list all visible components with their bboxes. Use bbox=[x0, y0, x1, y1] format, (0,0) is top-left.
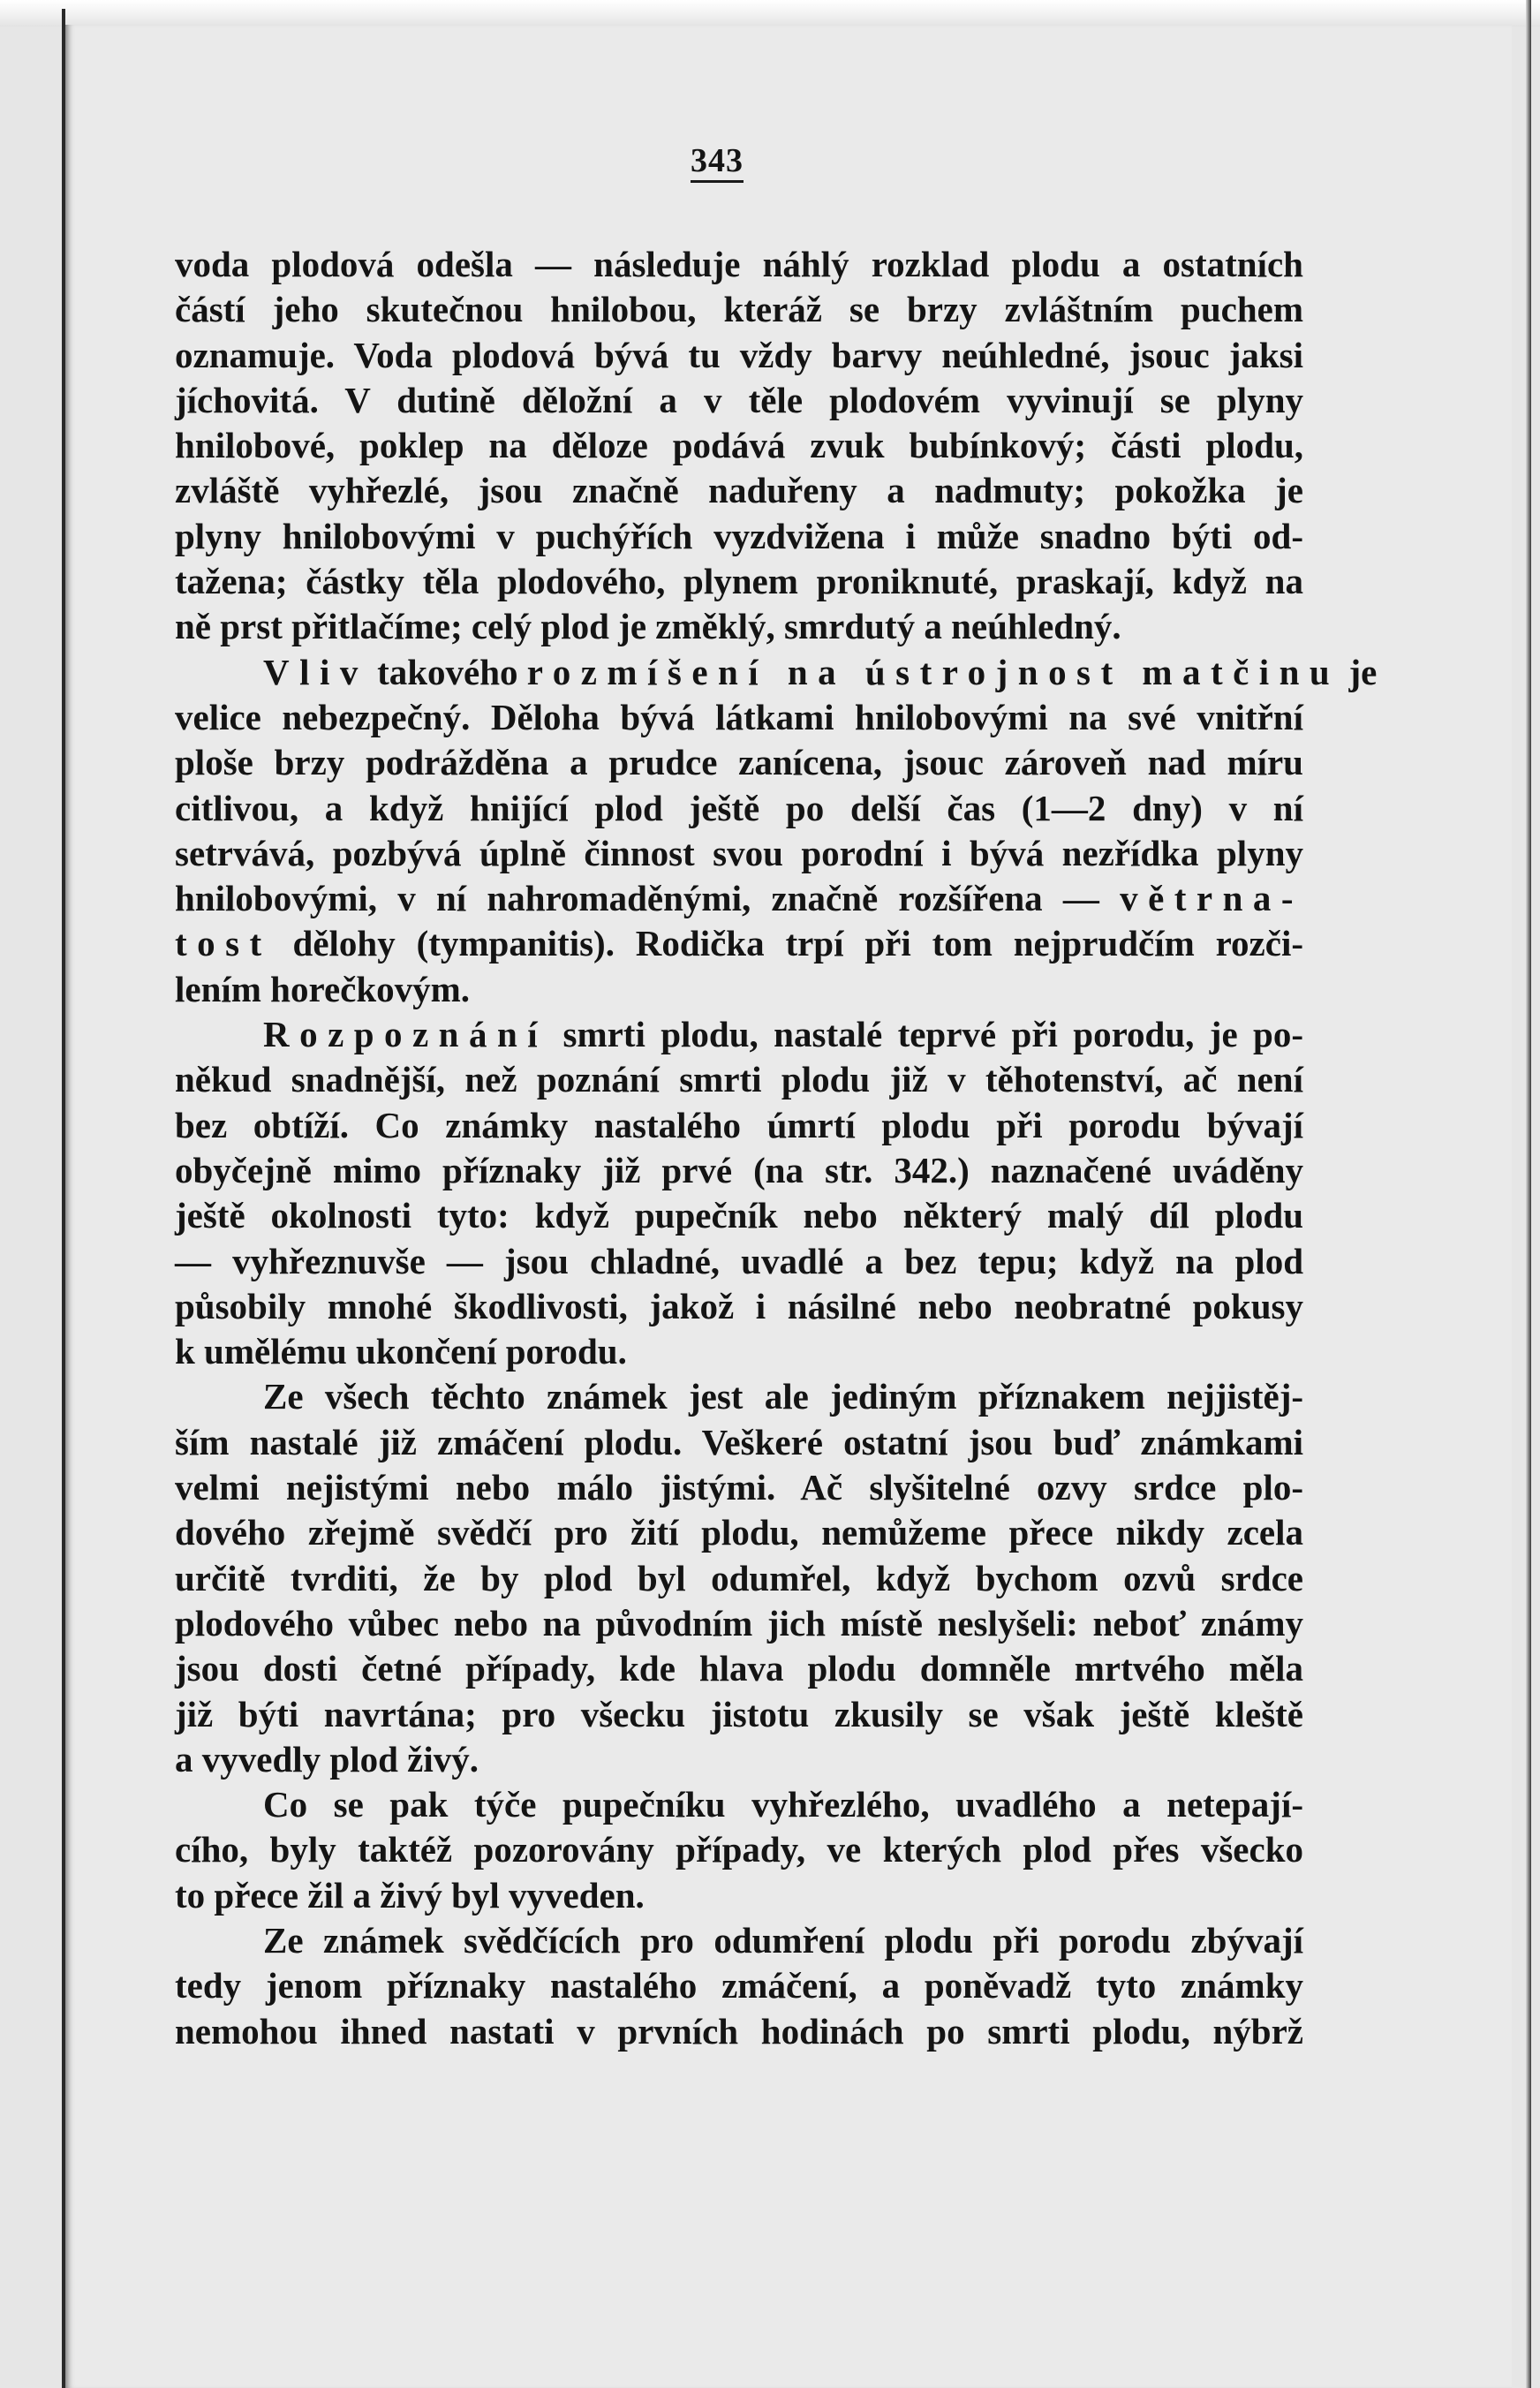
text-fragment: dělohy (tympanitis). Rodička trpí při tom nejprudčím rozči- bbox=[271, 923, 1303, 964]
text-line: Co se pak týče pupečníku vyhřezlého, uvadlého a netepají- bbox=[263, 1784, 1303, 1825]
text-line: citlivou, a když hnijící plod ještě po delší čas (1—2 dny) v ní bbox=[175, 787, 1303, 828]
text-line bbox=[175, 1012, 1303, 1057]
text-line: ploše brzy podrážděna a prudce zanícena, jsouc zároveň nad míru bbox=[175, 742, 1303, 783]
page-right-edge bbox=[1526, 0, 1531, 2388]
body-text bbox=[175, 242, 1378, 2054]
text-line: — vyhřeznuvše — jsou chladné, uvadlé a bez tepu; když na plod bbox=[175, 1240, 1303, 1281]
emphasis-term: větrna- bbox=[1120, 878, 1303, 919]
page-number: 343 bbox=[691, 141, 744, 183]
text-line: lením horečkovým. bbox=[175, 968, 471, 1009]
text-line: a vyvedly plod živý. bbox=[175, 1738, 479, 1780]
text-line: cího, byly taktéž pozorovány případy, ve kterých plod přes všecko bbox=[175, 1829, 1303, 1870]
text-fragment: hnilobovými, v ní nahromaděnými, značně rozšířena — bbox=[175, 878, 1121, 919]
text-line: Ze známek svědčících pro odumření plodu při porodu zbývají bbox=[263, 1919, 1303, 1961]
text-line: tažena; částky těla plodového, plynem proniknuté, praskají, když na bbox=[175, 561, 1303, 602]
text-line: dového zřejmě svědčí pro žití plodu, nemůžeme přece nikdy zcela bbox=[175, 1512, 1303, 1553]
text-line bbox=[175, 650, 1378, 695]
text-fragment: rozmíšení bbox=[526, 651, 769, 692]
text-fragment: na bbox=[768, 651, 865, 692]
text-line: k umělému ukončení porodu. bbox=[175, 1331, 627, 1372]
text-line: setrvává, pozbývá úplně činnost svou porodní i bývá nezřídka plyny bbox=[175, 832, 1303, 873]
text-line: jíchovitá. V dutině děložní a v těle plodovém vyvinují se plyny bbox=[175, 379, 1303, 420]
text-line: nemohou ihned nastati v prvních hodinách po smrti plodu, nýbrž bbox=[175, 2010, 1303, 2052]
text-line: Ze všech těchto známek jest ale jediným příznakem nejjistěj- bbox=[263, 1376, 1303, 1417]
text-line: hnilobové, poklep na děloze podává zvuk bubínkový; části plodu, bbox=[175, 425, 1303, 466]
page-top-edge bbox=[0, 0, 1540, 26]
text-line bbox=[175, 876, 1303, 921]
text-line: částí jeho skutečnou hnilobou, kteráž se brzy zvláštním puchem bbox=[175, 289, 1303, 330]
emphasis-term: Rozpoznání bbox=[263, 1014, 548, 1055]
text-line: zvláště vyhřezlé, jsou značně naduřeny a nadmuty; pokožka je bbox=[175, 470, 1303, 511]
text-fragment: je bbox=[1340, 651, 1378, 692]
text-line: ještě okolnosti tyto: když pupečník nebo některý malý díl plodu bbox=[175, 1195, 1303, 1236]
text-line: to přece žil a živý byl vyveden. bbox=[175, 1874, 645, 1916]
text-line: oznamuje. Voda plodová bývá tu vždy barvy neúhledné, jsouc jaksi bbox=[175, 334, 1303, 375]
emphasis-term: tost bbox=[175, 923, 272, 964]
text-line: velice nebezpečný. Děloha bývá látkami hnilobovými na své vnitřní bbox=[175, 696, 1303, 737]
text-line: velmi nejistými nebo málo jistými. Ač slyšitelné ozvy srdce plo- bbox=[175, 1467, 1303, 1508]
text-line: určitě tvrditi, že by plod byl odumřel, když bychom ozvů srdce bbox=[175, 1557, 1303, 1598]
text-line: plyny hnilobovými v puchýřích vyzdvižena i může snadno býti od- bbox=[175, 515, 1303, 556]
text-fragment: smrti plodu, nastalé teprvé při porodu, je po- bbox=[547, 1014, 1303, 1055]
text-line: ším nastalé již zmáčení plodu. Veškeré ostatní jsou buď známkami bbox=[175, 1421, 1303, 1462]
emphasis-term: Vliv bbox=[263, 651, 368, 692]
text-line: působily mnohé škodlivosti, jakož i násilné nebo neobratné pokusy bbox=[175, 1285, 1303, 1326]
text-line: plodového vůbec nebo na původním jich místě neslyšeli: neboť známy bbox=[175, 1602, 1303, 1644]
text-line: tedy jenom příznaky nastalého zmáčení, a poněvadž tyto známky bbox=[175, 1965, 1303, 2006]
text-line: někud snadnější, než poznání smrti plodu již v těhotenství, ač není bbox=[175, 1059, 1303, 1100]
text-line bbox=[175, 921, 1303, 966]
text-fragment: takového bbox=[367, 651, 527, 692]
page-left-binding-edge bbox=[62, 9, 65, 2388]
text-line: obyčejně mimo příznaky již prvé (na str. 342.) naznačené uváděny bbox=[175, 1149, 1303, 1190]
text-line: bez obtíží. Co známky nastalého úmrtí plodu při porodu bývají bbox=[175, 1104, 1303, 1145]
text-line: jsou dosti četné případy, kde hlava plodu domněle mrtvého měla bbox=[175, 1648, 1303, 1689]
text-line: voda plodová odešla — následuje náhlý rozklad plodu a ostatních bbox=[175, 244, 1303, 284]
text-line: již býti navrtána; pro všecku jistotu zkusily se však ještě kleště bbox=[175, 1693, 1303, 1734]
text-line: ně prst přitlačíme; celý plod je změklý, smrdutý a neúhledný. bbox=[175, 606, 1121, 647]
emphasis-term: ústrojnost matčinu bbox=[864, 651, 1340, 692]
